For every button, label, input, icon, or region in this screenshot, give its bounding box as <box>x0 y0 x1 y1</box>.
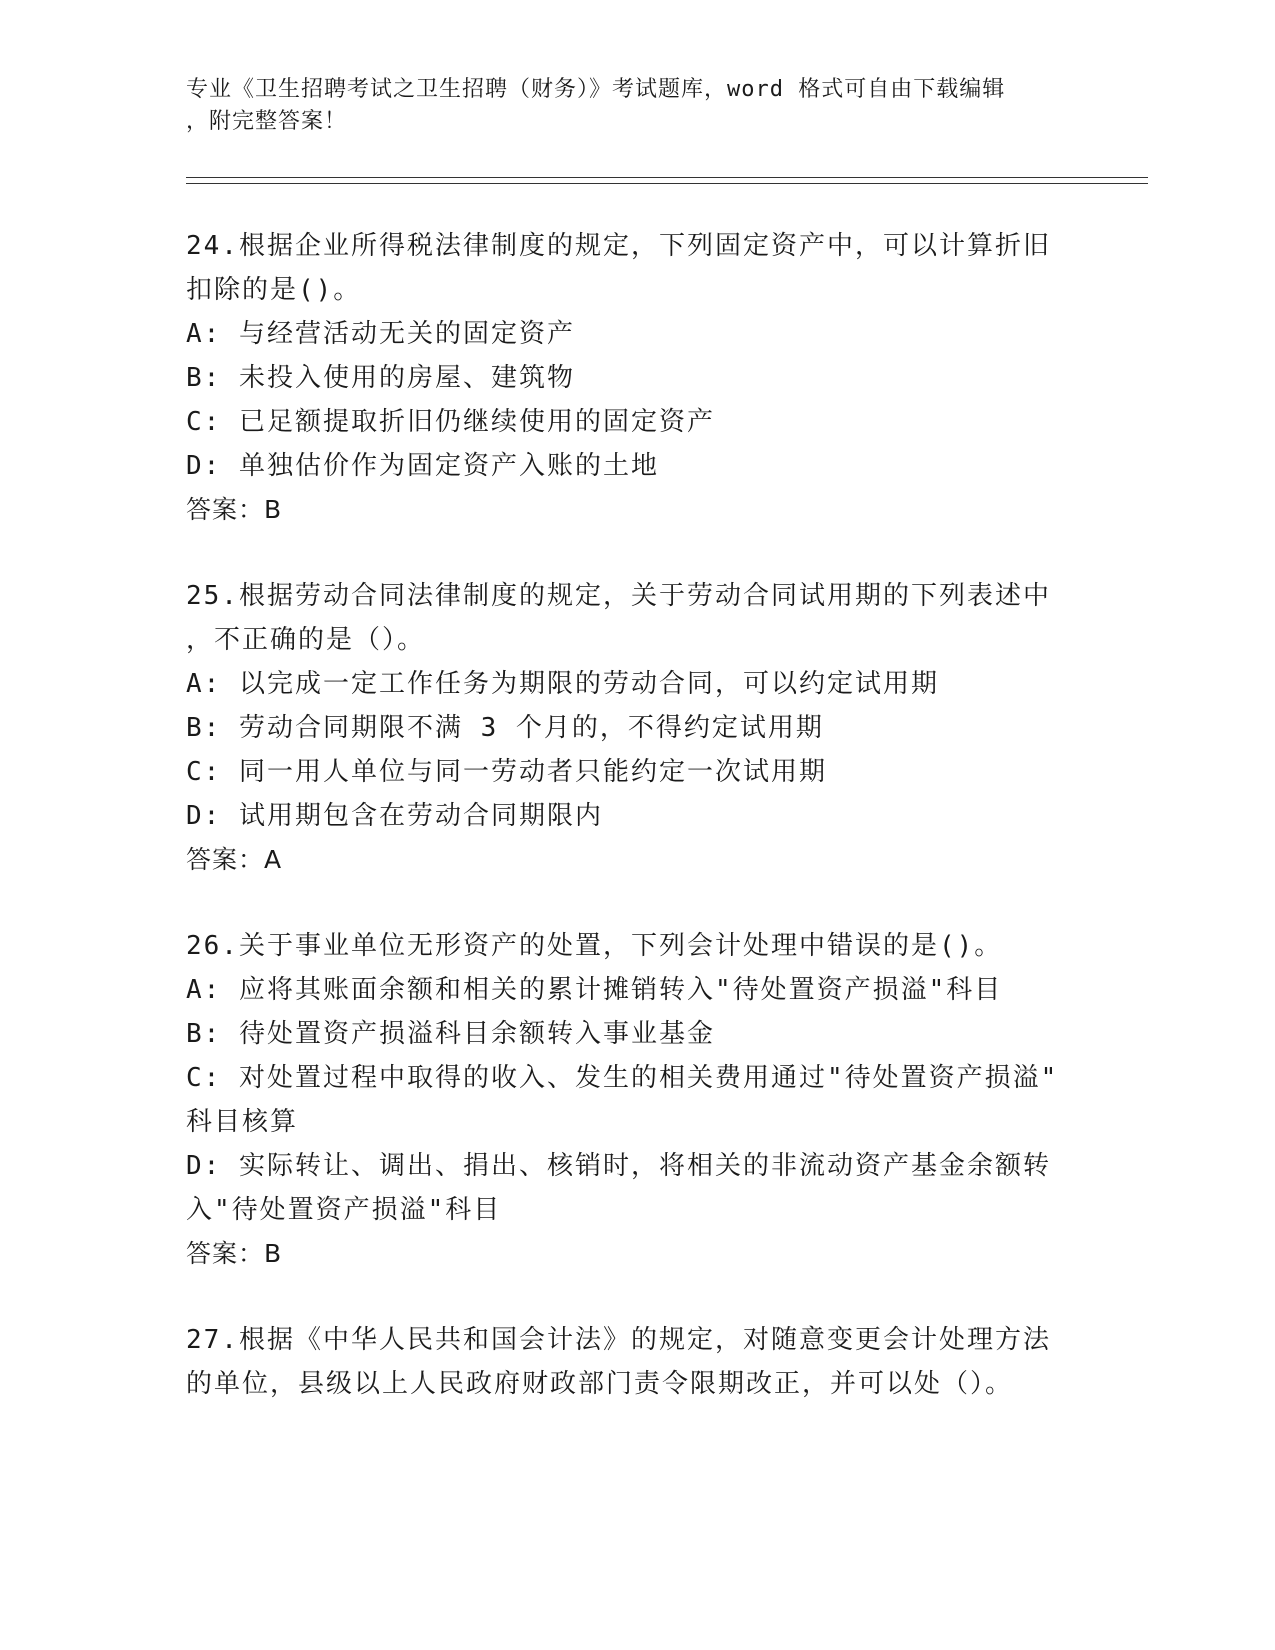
option-a: A: 以完成一定工作任务为期限的劳动合同，可以约定试用期 <box>186 669 939 699</box>
option-c-continued: 科目核算 <box>186 1107 299 1137</box>
question-stem-continued: 的单位，县级以上人民政府财政部门责令限期改正，并可以处（）。 <box>186 1369 1014 1399</box>
header-line-1: 专业《卫生招聘考试之卫生招聘（财务）》考试题库，word 格式可自由下载编辑 <box>186 77 1006 102</box>
option-b: B: 未投入使用的房屋、建筑物 <box>186 363 575 393</box>
question-stem: 27.根据《中华人民共和国会计法》的规定，对随意变更会计处理方法 <box>186 1325 1051 1355</box>
option-c: C: 已足额提取折旧仍继续使用的固定资产 <box>186 407 715 437</box>
option-d: D: 试用期包含在劳动合同期限内 <box>186 801 603 831</box>
option-d: D: 实际转让、调出、捐出、核销时，将相关的非流动资产基金余额转 <box>186 1151 1051 1181</box>
question-stem: 26.关于事业单位无形资产的处置，下列会计处理中错误的是()。 <box>186 931 1003 961</box>
option-b: B: 待处置资产损溢科目余额转入事业基金 <box>186 1019 715 1049</box>
answer: 答案：B <box>186 495 283 524</box>
header-divider <box>186 177 1148 184</box>
option-d-continued: 入"待处置资产损溢"科目 <box>186 1195 502 1225</box>
question-stem-continued: 扣除的是()。 <box>186 275 362 305</box>
option-b: B: 劳动合同期限不满 3 个月的，不得约定试用期 <box>186 713 824 743</box>
question-stem: 24.根据企业所得税法律制度的规定，下列固定资产中，可以计算折旧 <box>186 231 1051 261</box>
option-a: A: 与经营活动无关的固定资产 <box>186 319 575 349</box>
header-line-2: ，附完整答案！ <box>186 109 348 134</box>
option-c: C: 同一用人单位与同一劳动者只能约定一次试用期 <box>186 757 827 787</box>
answer: 答案：B <box>186 1239 283 1268</box>
question-stem-continued: ，不正确的是（）。 <box>186 625 426 655</box>
option-d: D: 单独估价作为固定资产入账的土地 <box>186 451 659 481</box>
question-stem: 25.根据劳动合同法律制度的规定，关于劳动合同试用期的下列表述中 <box>186 581 1051 611</box>
answer: 答案：A <box>186 845 283 874</box>
option-a: A: 应将其账面余额和相关的累计摊销转入"待处置资产损溢"科目 <box>186 975 1003 1005</box>
option-c: C: 对处置过程中取得的收入、发生的相关费用通过"待处置资产损溢" <box>186 1063 1059 1093</box>
document-header <box>186 74 1056 138</box>
